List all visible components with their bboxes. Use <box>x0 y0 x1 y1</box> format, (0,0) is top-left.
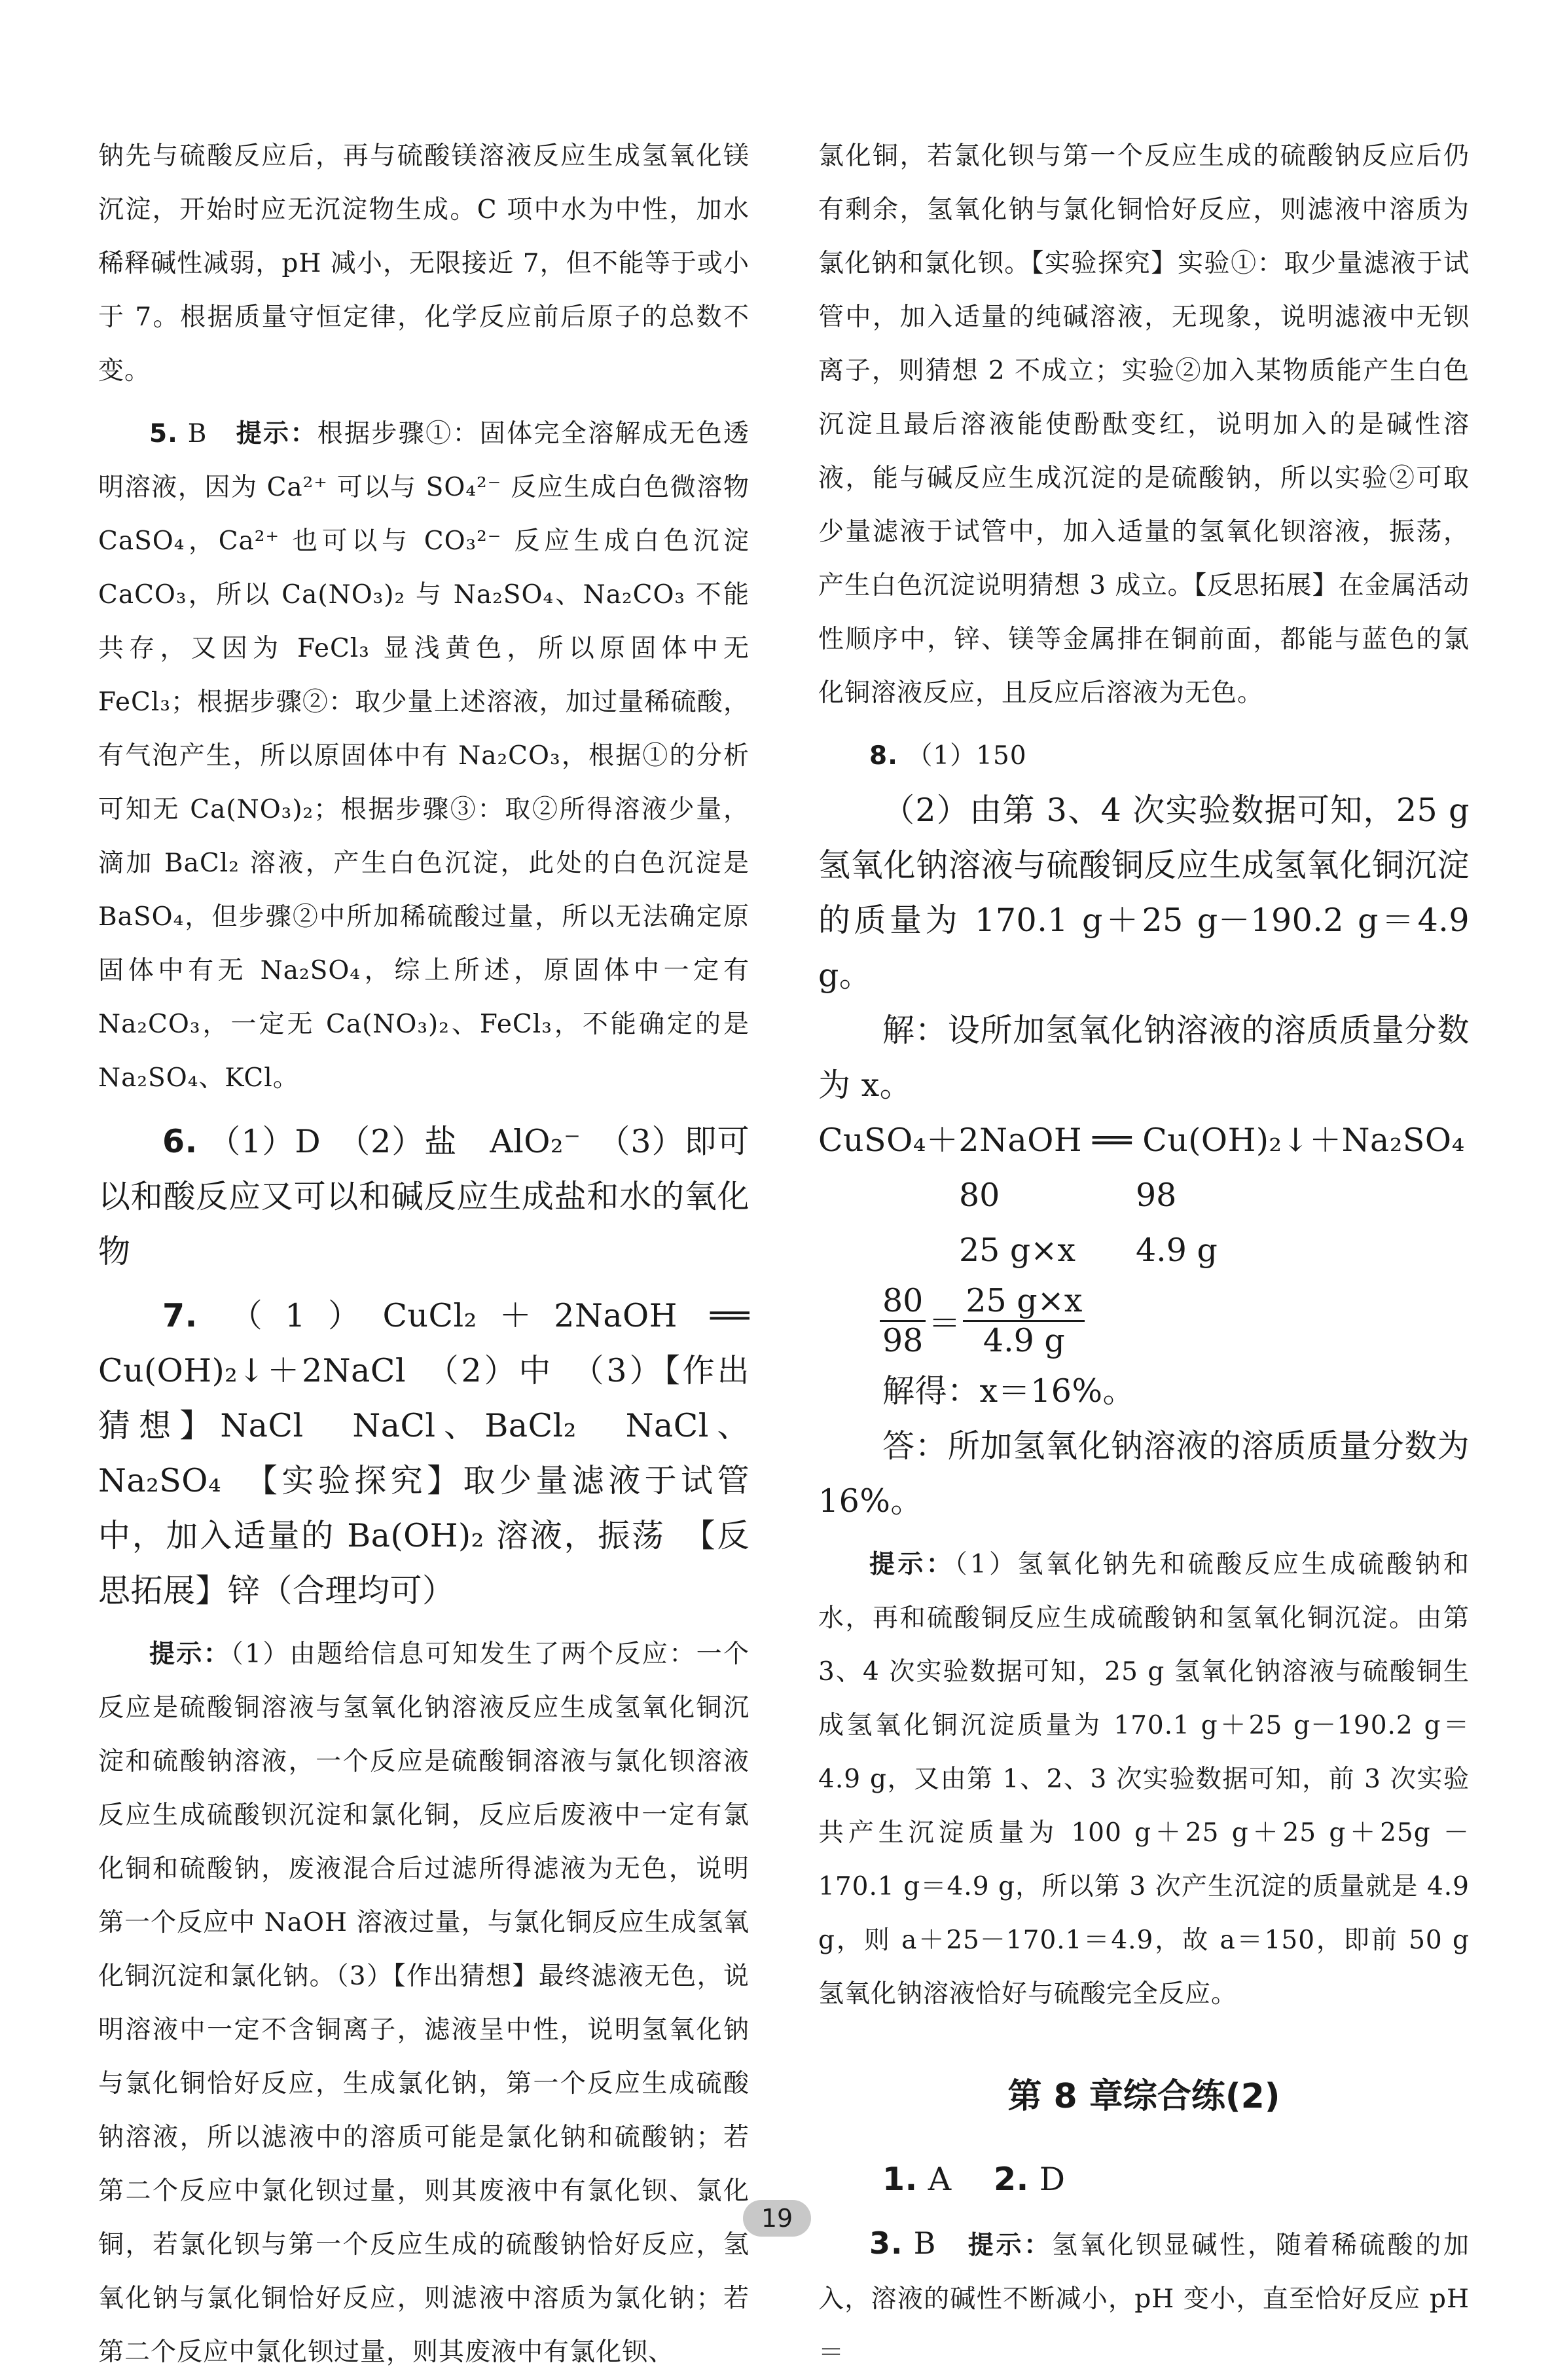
question-number: 7. <box>162 1297 198 1334</box>
question-number: 8. <box>869 741 898 771</box>
question-number: 5. <box>149 419 178 449</box>
paragraph-q4-continued: 钠先与硫酸反应后，再与硫酸镁溶液反应生成氢氧化镁沉淀，开始时应无沉淀物生成。C 项中水为中性，加水稀释碱性减弱，pH 减小，无限接近 7，但不能等于或小于 7。根据质量守恒定律，化学反应前后原子的总数不变。 <box>98 141 750 386</box>
question-number: 2. <box>994 2161 1029 2198</box>
answer-choice: D <box>1039 2161 1066 2198</box>
answer-choice: B <box>913 2225 937 2261</box>
hint-label: 提示： <box>869 1550 955 1579</box>
answer-q8-part2: （2）由第 3、4 次实验数据可知，25 g 氢氧化钠溶液与硫酸铜反应生成氢氧化铜沉淀的质量为 170.1 g＋25 g－190.2 g＝4.9 g。 <box>818 792 1470 994</box>
mass-left: 25 g×x <box>959 1232 1075 1269</box>
page-number: 19 <box>743 2200 811 2237</box>
answer-q5 <box>98 407 750 1105</box>
final-answer: 答：所加氢氧化钠溶液的溶质质量分数为 16%。 <box>818 1427 1470 1520</box>
answer-q8-part1 <box>818 729 1470 783</box>
hint-text: 氢氧化钡显碱性，随着稀硫酸的加入，溶液的碱性不断减小，pH 变小，直至恰好反应 pH＝ <box>818 2231 1470 2368</box>
hint-text: （1）氢氧化钠先和硫酸反应生成硫酸钠和水，再和硫酸铜反应生成硫酸钠和氢氧化铜沉淀。由第 3、4 次实验数据可知，25 g 氢氧化钠溶液与硫酸铜生成氢氧化铜沉淀质量为 170.1 g＋25 g－190.2 g＝4.9 g，又由第 1、2、3 次实验数据可知，前 3 次实验共产生沉淀质量为 100 g＋25 g＋25 g＋25g －170.1 g＝4.9 g，所以第 3 次产生沉淀的质量就是 4.9 g，则 a＋25－170.1＝4.9，故 a＝150，即前 50 g 氢氧化钠溶液恰好与硫酸完全反应。 <box>818 1550 1470 2009</box>
hint-label: 提示： <box>967 2231 1052 2260</box>
fraction-molar <box>880 1282 926 1360</box>
question-number: 3. <box>869 2225 903 2261</box>
left-column <box>98 130 750 2379</box>
answer-text: （1）CuCl₂＋2NaOH ══ Cu(OH)₂↓＋2NaCl （2）中 （3）【作出猜想】NaCl NaCl、BaCl₂ NaCl、Na₂SO₄ 【实验探究】取少量滤液于试管中，加入适量的 Ba(OH)₂ 溶液，振荡 【反思拓展】锌（合理均可） <box>98 1297 750 1609</box>
hint-q8 <box>818 1538 1470 2021</box>
mass-right: 4.9 g <box>1136 1232 1218 1269</box>
numerator: 25 g×x <box>963 1282 1085 1322</box>
fraction-mass <box>963 1282 1085 1360</box>
denominator: 4.9 g <box>983 1322 1065 1359</box>
question-number: 1. <box>882 2161 918 2198</box>
spacer <box>818 1168 959 1223</box>
right-column <box>818 130 1470 2380</box>
answer-q7 <box>98 1289 750 1619</box>
equals-sign: ＝ <box>928 1304 961 1342</box>
answer-choice: A <box>928 2161 952 2198</box>
spacer <box>818 1223 959 1278</box>
answer-text: （1）150 <box>907 741 1027 771</box>
hint-q7 <box>98 1628 750 2379</box>
chemical-equation: CuSO₄＋2NaOH ══ Cu(OH)₂↓＋Na₂SO₄ <box>818 1122 1465 1159</box>
hint-text: （1）由题给信息可知发生了两个反应：一个反应是硫酸铜溶液与氢氧化钠溶液反应生成氢氧化铜沉淀和硫酸钠溶液，一个反应是硫酸铜溶液与氯化钡溶液反应生成硫酸钡沉淀和氯化铜，反应后废液中一定有氯化铜和硫酸钠，废液混合后过滤所得滤液为无色，说明第一个反应中 NaOH 溶液过量，与氯化铜反应生成氢氧化铜沉淀和氯化钠。（3）【作出猜想】最终滤液无色，说明溶液中一定不含铜离子，滤液呈中性，说明氢氧化钠与氯化铜恰好反应，生成氯化钠，第一个反应生成硫酸钠溶液，所以滤液中的溶质可能是氯化钠和硫酸钠；若第二个反应中氯化钡过量，则其废液中有氯化钡、氯化铜，若氯化钡与第一个反应生成的硫酸钠恰好反应，氢氧化钠与氯化铜恰好反应，则滤液中溶质为氯化钠；若第二个反应中氯化钡过量，则其废液中有氯化钡、 <box>98 1639 750 2367</box>
hint-text: 根据步骤①：固体完全溶解成无色透明溶液，因为 Ca²⁺ 可以与 SO₄²⁻ 反应生成白色微溶物 CaSO₄，Ca²⁺ 也可以与 CO₃²⁻ 反应生成白色沉淀 CaCO₃，所以 Ca(NO₃)₂ 与 Na₂SO₄、Na₂CO₃ 不能共存，又因为 FeCl₃ 显浅黄色，所以原固体中无 FeCl₃；根据步骤②：取少量上述溶液，加过量稀硫酸，有气泡产生，所以原固体中有 Na₂CO₃，根据①的分析可知无 Ca(NO₃)₂；根据步骤③：取②所得溶液少量，滴加 BaCl₂ 溶液，产生白色沉淀，此处的白色沉淀是 BaSO₄，但步骤②中所加稀硫酸过量，所以无法确定原固体中有无 Na₂SO₄，综上所述，原固体中一定有 Na₂CO₃，一定无 Ca(NO₃)₂、FeCl₃，不能确定的是 Na₂SO₄、KCl。 <box>98 419 750 1093</box>
question-number: 6. <box>162 1123 198 1160</box>
answer-choice: B <box>187 419 208 449</box>
answer-q6 <box>98 1114 750 1279</box>
mass-row <box>818 1223 1470 1278</box>
proportion-equation <box>818 1282 1470 1360</box>
numerator: 80 <box>880 1282 926 1322</box>
answer-text: （1）D （2）盐 AlO₂⁻ （3）即可以和酸反应又可以和碱反应生成盐和水的氧化物 <box>98 1123 750 1270</box>
section-title: 第 8 章综合练(2) <box>1007 2077 1280 2116</box>
denominator: 98 <box>882 1322 924 1359</box>
paragraph-q7-hint-continued: 氯化铜，若氯化钡与第一个反应生成的硫酸钠反应后仍有剩余，氢氧化钠与氯化铜恰好反应，则滤液中溶质为氯化钠和氯化钡。【实验探究】实验①：取少量滤液于试管中，加入适量的纯碱溶液，无现象，说明滤液中无钡离子，则猜想 2 不成立；实验②加入某物质能产生白色沉淀且最后溶液能使酚酞变红，说明加入的是碱性溶液，能与碱反应生成沉淀的是硫酸钠，所以实验②可取少量滤液于试管中，加入适量的氢氧化钡溶液，振荡，产生白色沉淀说明猜想 3 成立。【反思拓展】在金属活动性顺序中，锌、镁等金属排在铜前面，都能与蓝色的氯化铜溶液反应，且反应后溶液为无色。 <box>818 141 1470 708</box>
solution-result: 解得：x＝16%。 <box>882 1372 1136 1410</box>
molar-mass-right: 98 <box>1136 1177 1177 1214</box>
molar-mass-row <box>818 1168 1470 1223</box>
hint-label: 提示： <box>236 419 317 449</box>
molar-mass-left: 80 <box>959 1177 1000 1214</box>
solution-setup: 解：设所加氢氧化钠溶液的溶质质量分数为 x。 <box>818 1012 1470 1104</box>
answers-q1-q2 <box>818 2152 1470 2207</box>
hint-label: 提示： <box>149 1639 231 1669</box>
answer-s2-q3 <box>818 2216 1470 2380</box>
